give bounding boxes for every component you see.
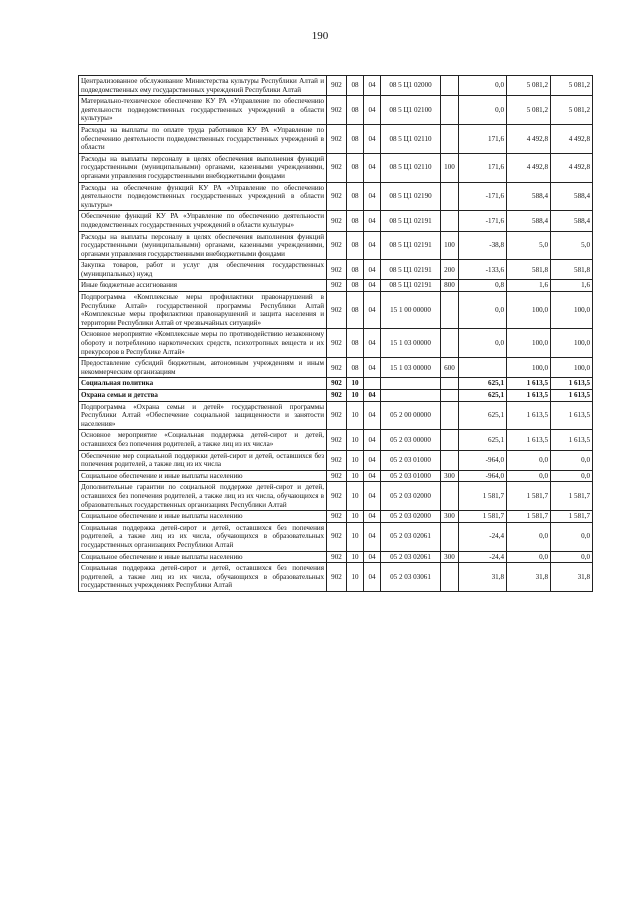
amount-year-1: 588,4 bbox=[507, 182, 551, 211]
ministry-code: 902 bbox=[327, 563, 347, 592]
row-name: Социальное обеспечение и иные выплаты населению bbox=[79, 511, 327, 523]
row-name: Расходы на выплаты персоналу в целях обеспечения выполнения функций государственными (муниципальными) органами, казенными учреждениями, органами управления государственными внебюджетными фондами bbox=[79, 153, 327, 182]
amount-change: -38,8 bbox=[459, 231, 507, 260]
ministry-code: 902 bbox=[327, 511, 347, 523]
expense-type-code: 300 bbox=[441, 551, 459, 563]
table-row bbox=[79, 378, 593, 390]
ministry-code: 902 bbox=[327, 450, 347, 470]
expense-type-code bbox=[441, 76, 459, 96]
section-code: 10 bbox=[347, 401, 364, 430]
amount-year-2: 4 492,8 bbox=[551, 153, 593, 182]
amount-year-2: 0,0 bbox=[551, 522, 593, 551]
amount-year-1: 1 613,5 bbox=[507, 390, 551, 402]
table-row bbox=[79, 124, 593, 153]
target-article-code bbox=[381, 378, 441, 390]
row-name: Обеспечение мер социальной поддержки детей-сирот и детей, оставшихся без попечения родителей, а также лиц из их числа bbox=[79, 450, 327, 470]
target-article-code: 08 5 Ц1 02100 bbox=[381, 96, 441, 125]
table-row bbox=[79, 260, 593, 280]
amount-year-1: 1 613,5 bbox=[507, 401, 551, 430]
ministry-code: 902 bbox=[327, 153, 347, 182]
table-row bbox=[79, 182, 593, 211]
ministry-code: 902 bbox=[327, 470, 347, 482]
amount-year-1: 100,0 bbox=[507, 292, 551, 329]
row-name: Расходы на выплаты по оплате труда работников КУ РА «Управление по обеспечению деятельности подведомственных государственных учреждений в области bbox=[79, 124, 327, 153]
expense-type-code: 100 bbox=[441, 153, 459, 182]
expense-type-code bbox=[441, 563, 459, 592]
expense-type-code: 600 bbox=[441, 358, 459, 378]
target-article-code: 08 5 Ц1 02000 bbox=[381, 76, 441, 96]
expense-type-code bbox=[441, 390, 459, 402]
ministry-code: 902 bbox=[327, 76, 347, 96]
target-article-code: 05 2 03 03061 bbox=[381, 563, 441, 592]
target-article-code: 15 1 03 00000 bbox=[381, 329, 441, 358]
subsection-code: 04 bbox=[364, 231, 381, 260]
row-name: Социальная поддержка детей-сирот и детей, оставшихся без попечения родителей, а также лиц из их числа, обучающихся в образовательных государственных организациях Республики Алтай bbox=[79, 522, 327, 551]
ministry-code: 902 bbox=[327, 390, 347, 402]
amount-year-2: 4 492,8 bbox=[551, 124, 593, 153]
subsection-code: 04 bbox=[364, 280, 381, 292]
amount-year-2: 588,4 bbox=[551, 182, 593, 211]
amount-year-2: 1 613,5 bbox=[551, 390, 593, 402]
subsection-code: 04 bbox=[364, 470, 381, 482]
ministry-code: 902 bbox=[327, 522, 347, 551]
expense-type-code bbox=[441, 329, 459, 358]
table-row bbox=[79, 292, 593, 329]
amount-change: 625,1 bbox=[459, 390, 507, 402]
ministry-code: 902 bbox=[327, 430, 347, 450]
amount-year-1: 1 581,7 bbox=[507, 482, 551, 511]
amount-year-1: 5 081,2 bbox=[507, 76, 551, 96]
section-code: 08 bbox=[347, 329, 364, 358]
target-article-code: 08 5 Ц1 02110 bbox=[381, 124, 441, 153]
amount-year-1: 5 081,2 bbox=[507, 96, 551, 125]
amount-change: -24,4 bbox=[459, 551, 507, 563]
section-code: 10 bbox=[347, 551, 364, 563]
amount-year-2: 1 581,7 bbox=[551, 511, 593, 523]
expense-type-code bbox=[441, 522, 459, 551]
subsection-code: 04 bbox=[364, 153, 381, 182]
amount-year-2: 5,0 bbox=[551, 231, 593, 260]
subsection-code: 04 bbox=[364, 211, 381, 231]
table-row bbox=[79, 482, 593, 511]
row-name: Охрана семьи и детства bbox=[79, 390, 327, 402]
row-name: Иные бюджетные ассигнования bbox=[79, 280, 327, 292]
row-name: Подпрограмма «Комплексные меры профилактики правонарушений в Республике Алтай» государственной программы Республики Алтай «Комплексные меры профилактики правонарушений и защита населения и территории Республики Алтай от чрезвычайных ситуаций» bbox=[79, 292, 327, 329]
table-row bbox=[79, 211, 593, 231]
subsection-code: 04 bbox=[364, 482, 381, 511]
amount-change: 0,0 bbox=[459, 96, 507, 125]
amount-year-1: 581,8 bbox=[507, 260, 551, 280]
amount-year-2: 31,8 bbox=[551, 563, 593, 592]
section-code: 10 bbox=[347, 430, 364, 450]
subsection-code: 04 bbox=[364, 358, 381, 378]
amount-change: 171,6 bbox=[459, 124, 507, 153]
table-row bbox=[79, 551, 593, 563]
expense-type-code: 200 bbox=[441, 260, 459, 280]
subsection-code: 04 bbox=[364, 551, 381, 563]
row-name: Дополнительные гарантии по социальной поддержке детей-сирот и детей, оставшихся без попечения родителей, а также лиц из их числа, обучающихся в образовательных государственных организациях Республики Алтай bbox=[79, 482, 327, 511]
table-row bbox=[79, 329, 593, 358]
ministry-code: 902 bbox=[327, 358, 347, 378]
amount-change: 1 581,7 bbox=[459, 482, 507, 511]
target-article-code: 08 5 Ц1 02191 bbox=[381, 260, 441, 280]
target-article-code: 08 5 Ц1 02191 bbox=[381, 231, 441, 260]
row-name: Социальная политика bbox=[79, 378, 327, 390]
target-article-code: 08 5 Ц1 02110 bbox=[381, 153, 441, 182]
amount-year-1: 0,0 bbox=[507, 551, 551, 563]
amount-change: 0,0 bbox=[459, 76, 507, 96]
expense-type-code bbox=[441, 292, 459, 329]
amount-change: 1 581,7 bbox=[459, 511, 507, 523]
section-code: 08 bbox=[347, 231, 364, 260]
ministry-code: 902 bbox=[327, 378, 347, 390]
amount-year-1: 4 492,8 bbox=[507, 153, 551, 182]
expense-type-code: 100 bbox=[441, 231, 459, 260]
ministry-code: 902 bbox=[327, 211, 347, 231]
subsection-code: 04 bbox=[364, 182, 381, 211]
row-name: Подпрограмма «Охрана семьи и детей» государственной программы Республики Алтай «Обеспечение социальной защищенности и занятости населения» bbox=[79, 401, 327, 430]
amount-year-2: 5 081,2 bbox=[551, 76, 593, 96]
amount-change: 625,1 bbox=[459, 430, 507, 450]
subsection-code: 04 bbox=[364, 511, 381, 523]
amount-change: 0,8 bbox=[459, 280, 507, 292]
row-name: Основное мероприятие «Социальная поддержка детей-сирот и детей, оставшихся без попечения родителей, а также лиц из их числа» bbox=[79, 430, 327, 450]
amount-year-2: 1 613,5 bbox=[551, 401, 593, 430]
subsection-code: 04 bbox=[364, 292, 381, 329]
subsection-code: 04 bbox=[364, 260, 381, 280]
amount-year-2: 100,0 bbox=[551, 329, 593, 358]
amount-year-2: 100,0 bbox=[551, 358, 593, 378]
section-code: 08 bbox=[347, 358, 364, 378]
row-name: Социальная поддержка детей-сирот и детей, оставшихся без попечения родителей, а также лиц из их числа, обучающихся в образовательных государственных учреждениях Республики Алтай bbox=[79, 563, 327, 592]
table-row bbox=[79, 563, 593, 592]
section-code: 08 bbox=[347, 280, 364, 292]
table-row bbox=[79, 522, 593, 551]
table-row bbox=[79, 96, 593, 125]
ministry-code: 902 bbox=[327, 260, 347, 280]
amount-year-1: 1,6 bbox=[507, 280, 551, 292]
table-row bbox=[79, 430, 593, 450]
amount-change: -964,0 bbox=[459, 450, 507, 470]
target-article-code: 05 2 03 01000 bbox=[381, 470, 441, 482]
target-article-code: 05 2 03 02000 bbox=[381, 511, 441, 523]
ministry-code: 902 bbox=[327, 96, 347, 125]
row-name: Предоставление субсидий бюджетным, автономным учреждениям и иным некоммерческим организациям bbox=[79, 358, 327, 378]
amount-year-1: 1 613,5 bbox=[507, 378, 551, 390]
amount-year-2: 1 581,7 bbox=[551, 482, 593, 511]
amount-year-2: 5 081,2 bbox=[551, 96, 593, 125]
amount-year-1: 4 492,8 bbox=[507, 124, 551, 153]
table-row bbox=[79, 470, 593, 482]
amount-year-2: 581,8 bbox=[551, 260, 593, 280]
table-row bbox=[79, 390, 593, 402]
amount-change: 171,6 bbox=[459, 153, 507, 182]
target-article-code: 05 2 03 02000 bbox=[381, 482, 441, 511]
section-code: 10 bbox=[347, 522, 364, 551]
target-article-code: 08 5 Ц1 02191 bbox=[381, 280, 441, 292]
expense-type-code bbox=[441, 211, 459, 231]
amount-year-2: 0,0 bbox=[551, 551, 593, 563]
target-article-code: 15 1 03 00000 bbox=[381, 358, 441, 378]
row-name: Основное мероприятие «Комплексные меры по противодействию незаконному обороту и потреблению наркотических средств, психотропных веществ и их прекурсоров в Республике Алтай» bbox=[79, 329, 327, 358]
amount-year-2: 100,0 bbox=[551, 292, 593, 329]
expense-type-code bbox=[441, 430, 459, 450]
target-article-code: 15 1 00 00000 bbox=[381, 292, 441, 329]
target-article-code: 05 2 00 00000 bbox=[381, 401, 441, 430]
amount-year-1: 588,4 bbox=[507, 211, 551, 231]
subsection-code: 04 bbox=[364, 401, 381, 430]
table-row bbox=[79, 511, 593, 523]
section-code: 10 bbox=[347, 563, 364, 592]
subsection-code: 04 bbox=[364, 563, 381, 592]
expense-type-code bbox=[441, 482, 459, 511]
target-article-code: 08 5 Ц1 02191 bbox=[381, 211, 441, 231]
section-code: 08 bbox=[347, 260, 364, 280]
table-row bbox=[79, 153, 593, 182]
target-article-code: 05 2 03 02061 bbox=[381, 522, 441, 551]
amount-year-1: 0,0 bbox=[507, 450, 551, 470]
amount-change: 31,8 bbox=[459, 563, 507, 592]
expense-type-code bbox=[441, 96, 459, 125]
section-code: 08 bbox=[347, 96, 364, 125]
subsection-code: 04 bbox=[364, 450, 381, 470]
amount-year-2: 588,4 bbox=[551, 211, 593, 231]
target-article-code: 08 5 Ц1 02190 bbox=[381, 182, 441, 211]
table-row bbox=[79, 76, 593, 96]
section-code: 10 bbox=[347, 390, 364, 402]
amount-change: -964,0 bbox=[459, 470, 507, 482]
target-article-code: 05 2 03 01000 bbox=[381, 450, 441, 470]
expense-type-code: 300 bbox=[441, 470, 459, 482]
expense-type-code bbox=[441, 182, 459, 211]
amount-year-1: 5,0 bbox=[507, 231, 551, 260]
section-code: 08 bbox=[347, 182, 364, 211]
table-row bbox=[79, 358, 593, 378]
expense-type-code: 300 bbox=[441, 511, 459, 523]
subsection-code: 04 bbox=[364, 329, 381, 358]
amount-year-1: 0,0 bbox=[507, 470, 551, 482]
section-code: 10 bbox=[347, 470, 364, 482]
row-name: Социальное обеспечение и иные выплаты населению bbox=[79, 551, 327, 563]
row-name: Социальное обеспечение и иные выплаты населению bbox=[79, 470, 327, 482]
ministry-code: 902 bbox=[327, 551, 347, 563]
ministry-code: 902 bbox=[327, 329, 347, 358]
row-name: Расходы на обеспечение функций КУ РА «Управление по обеспечению деятельности подведомственных государственных учреждений в области культуры» bbox=[79, 182, 327, 211]
target-article-code: 05 2 03 00000 bbox=[381, 430, 441, 450]
row-name: Закупка товаров, работ и услуг для обеспечения государственных (муниципальных) нужд bbox=[79, 260, 327, 280]
amount-year-1: 31,8 bbox=[507, 563, 551, 592]
page-number: 190 bbox=[311, 30, 329, 42]
table-row bbox=[79, 231, 593, 260]
subsection-code: 04 bbox=[364, 522, 381, 551]
ministry-code: 902 bbox=[327, 401, 347, 430]
expense-type-code bbox=[441, 401, 459, 430]
amount-change: 0,0 bbox=[459, 292, 507, 329]
target-article-code: 05 2 03 02061 bbox=[381, 551, 441, 563]
amount-change: -171,6 bbox=[459, 211, 507, 231]
amount-year-1: 100,0 bbox=[507, 329, 551, 358]
budget-table bbox=[78, 75, 593, 592]
amount-change: 625,1 bbox=[459, 378, 507, 390]
section-code: 08 bbox=[347, 124, 364, 153]
ministry-code: 902 bbox=[327, 292, 347, 329]
table-row bbox=[79, 280, 593, 292]
section-code: 10 bbox=[347, 450, 364, 470]
ministry-code: 902 bbox=[327, 231, 347, 260]
section-code: 08 bbox=[347, 211, 364, 231]
ministry-code: 902 bbox=[327, 280, 347, 292]
row-name: Обеспечение функций КУ РА «Управление по обеспечению деятельности подведомственных государственных учреждений в области культуры» bbox=[79, 211, 327, 231]
subsection-code bbox=[364, 378, 381, 390]
subsection-code: 04 bbox=[364, 430, 381, 450]
amount-year-2: 0,0 bbox=[551, 470, 593, 482]
section-code: 08 bbox=[347, 153, 364, 182]
amount-change: -171,6 bbox=[459, 182, 507, 211]
amount-change: -24,4 bbox=[459, 522, 507, 551]
section-code: 10 bbox=[347, 378, 364, 390]
ministry-code: 902 bbox=[327, 482, 347, 511]
expense-type-code bbox=[441, 378, 459, 390]
section-code: 08 bbox=[347, 76, 364, 96]
amount-change: -133,6 bbox=[459, 260, 507, 280]
subsection-code: 04 bbox=[364, 124, 381, 153]
row-name: Централизованное обслуживание Министерства культуры Республики Алтай и подведомственных ему государственных учреждений Республики Алтай bbox=[79, 76, 327, 96]
amount-change: 0,0 bbox=[459, 329, 507, 358]
section-code: 10 bbox=[347, 482, 364, 511]
section-code: 08 bbox=[347, 292, 364, 329]
expense-type-code: 800 bbox=[441, 280, 459, 292]
row-name: Расходы на выплаты персоналу в целях обеспечения выполнения функций государственными (муниципальными) органами, казенными учреждениями, органами управления государственными внебюджетными фондами bbox=[79, 231, 327, 260]
amount-year-2: 0,0 bbox=[551, 450, 593, 470]
target-article-code bbox=[381, 390, 441, 402]
amount-year-2: 1 613,5 bbox=[551, 430, 593, 450]
subsection-code: 04 bbox=[364, 390, 381, 402]
table-row bbox=[79, 401, 593, 430]
ministry-code: 902 bbox=[327, 182, 347, 211]
amount-year-2: 1 613,5 bbox=[551, 378, 593, 390]
subsection-code: 04 bbox=[364, 76, 381, 96]
expense-type-code bbox=[441, 124, 459, 153]
row-name: Материально-техническое обеспечение КУ РА «Управление по обеспечению деятельности подведомственных государственных учреждений в области культуры» bbox=[79, 96, 327, 125]
expense-type-code bbox=[441, 450, 459, 470]
amount-year-1: 1 613,5 bbox=[507, 430, 551, 450]
ministry-code: 902 bbox=[327, 124, 347, 153]
amount-year-1: 1 581,7 bbox=[507, 511, 551, 523]
section-code: 10 bbox=[347, 511, 364, 523]
amount-change: 625,1 bbox=[459, 401, 507, 430]
amount-year-1: 100,0 bbox=[507, 358, 551, 378]
table-row bbox=[79, 450, 593, 470]
amount-year-1: 0,0 bbox=[507, 522, 551, 551]
amount-year-2: 1,6 bbox=[551, 280, 593, 292]
subsection-code: 04 bbox=[364, 96, 381, 125]
amount-change bbox=[459, 358, 507, 378]
